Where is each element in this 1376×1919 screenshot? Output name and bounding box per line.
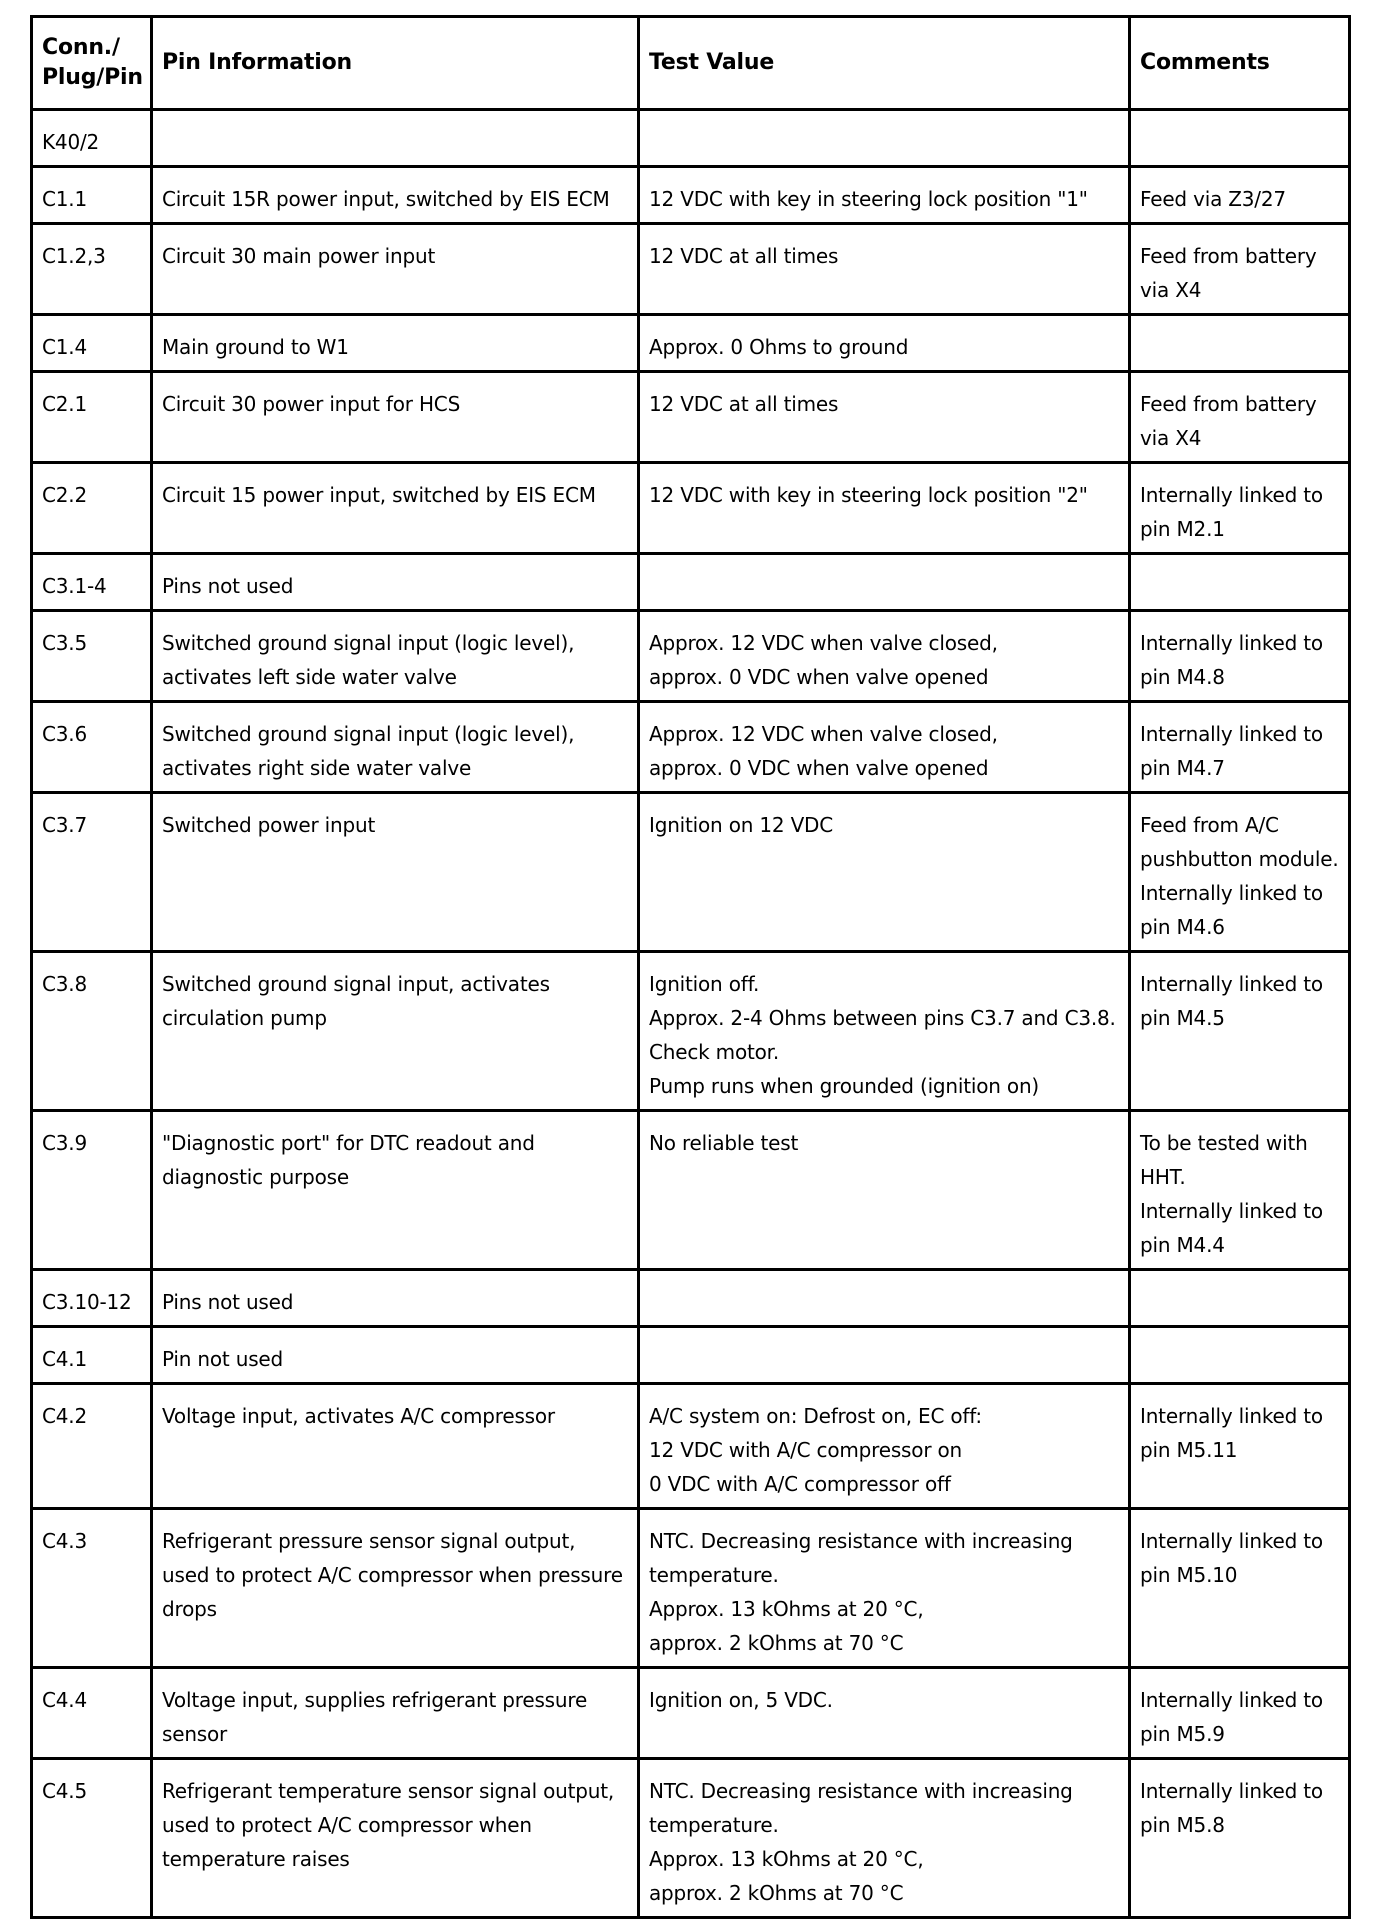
table-row: [32, 1509, 1350, 1668]
table-row: [32, 1111, 1350, 1270]
header-test-value: Test Value: [639, 17, 1130, 110]
table-row: [32, 167, 1350, 224]
cell-pin: C3.6: [32, 702, 152, 793]
cell-test-value-line: 12 VDC with key in steering lock position "1": [649, 187, 1088, 211]
cell-pin-information: [152, 1111, 639, 1270]
cell-test-value: [639, 110, 1130, 167]
cell-pin: C2.2: [32, 463, 152, 554]
cell-comments-line: pushbutton module.: [1140, 847, 1339, 871]
cell-pin: C4.4: [32, 1668, 152, 1759]
cell-pin: C4.3: [32, 1509, 152, 1668]
cell-pin-information-line: diagnostic purpose: [162, 1165, 349, 1189]
cell-pin-information: [152, 1759, 639, 1918]
cell-pin-information-line: sensor: [162, 1722, 228, 1746]
table-row: [32, 1270, 1350, 1327]
cell-pin-information: [152, 463, 639, 554]
table-row: [32, 952, 1350, 1111]
cell-pin: C4.2: [32, 1384, 152, 1509]
cell-comments-line: pin M5.9: [1140, 1722, 1225, 1746]
cell-test-value-line: Pump runs when grounded (ignition on): [649, 1074, 1040, 1098]
cell-comments-line: Internally linked to: [1140, 972, 1323, 996]
cell-comments: [1130, 315, 1350, 372]
cell-test-value-line: A/C system on: Defrost on, EC off:: [649, 1404, 982, 1428]
cell-pin-information: [152, 1509, 639, 1668]
cell-test-value: [639, 1668, 1130, 1759]
cell-comments-line: HHT.: [1140, 1165, 1186, 1189]
table-header-row: [32, 17, 1350, 110]
cell-test-value-line: 12 VDC with A/C compressor on: [649, 1438, 963, 1462]
cell-comments: [1130, 1327, 1350, 1384]
cell-test-value: [639, 952, 1130, 1111]
cell-test-value: [639, 1384, 1130, 1509]
cell-comments-line: Internally linked to: [1140, 1199, 1323, 1223]
cell-test-value: [639, 554, 1130, 611]
cell-test-value-line: 0 VDC with A/C compressor off: [649, 1472, 951, 1496]
cell-pin: C3.5: [32, 611, 152, 702]
cell-test-value-line: Approx. 0 Ohms to ground: [649, 335, 909, 359]
cell-test-value-line: NTC. Decreasing resistance with increasing: [649, 1779, 1073, 1803]
cell-test-value-line: Check motor.: [649, 1040, 780, 1064]
cell-comments-line: pin M2.1: [1140, 517, 1225, 541]
cell-comments-line: To be tested with: [1140, 1131, 1308, 1155]
cell-pin-information-line: Circuit 30 power input for HCS: [162, 392, 461, 416]
cell-comments: [1130, 167, 1350, 224]
cell-pin: C1.2,3: [32, 224, 152, 315]
cell-test-value-line: approx. 0 VDC when valve opened: [649, 665, 989, 689]
table-row: [32, 1668, 1350, 1759]
cell-pin-information-line: Switched power input: [162, 813, 376, 837]
cell-test-value: [639, 463, 1130, 554]
cell-pin-information: [152, 611, 639, 702]
cell-comments-line: Internally linked to: [1140, 1688, 1323, 1712]
table-row: [32, 315, 1350, 372]
cell-comments-line: Internally linked to: [1140, 1779, 1323, 1803]
cell-comments-line: Internally linked to: [1140, 881, 1323, 905]
cell-comments: [1130, 463, 1350, 554]
cell-pin-information-line: Circuit 30 main power input: [162, 244, 436, 268]
cell-test-value: [639, 611, 1130, 702]
cell-pin-information-line: Circuit 15 power input, switched by EIS ECM: [162, 483, 596, 507]
cell-pin-information: [152, 1668, 639, 1759]
cell-test-value-line: approx. 0 VDC when valve opened: [649, 756, 989, 780]
cell-pin-information: [152, 1327, 639, 1384]
cell-test-value: [639, 1509, 1130, 1668]
cell-test-value-line: Ignition on 12 VDC: [649, 813, 834, 837]
cell-test-value: [639, 167, 1130, 224]
cell-pin-information-line: Refrigerant pressure sensor signal output,: [162, 1529, 576, 1553]
cell-pin: C3.8: [32, 952, 152, 1111]
cell-test-value: [639, 793, 1130, 952]
cell-pin-information-line: Voltage input, supplies refrigerant pressure: [162, 1688, 588, 1712]
cell-pin-information-line: Circuit 15R power input, switched by EIS ECM: [162, 187, 610, 211]
header-plugpin-line: Plug/Pin: [42, 65, 143, 90]
cell-comments: [1130, 611, 1350, 702]
cell-test-value-line: Ignition off.: [649, 972, 760, 996]
cell-test-value-line: NTC. Decreasing resistance with increasing: [649, 1529, 1073, 1553]
cell-comments-line: pin M4.7: [1140, 756, 1225, 780]
cell-pin-information-line: "Diagnostic port" for DTC readout and: [162, 1131, 535, 1155]
cell-comments-line: via X4: [1140, 278, 1202, 302]
cell-pin-information-line: Main ground to W1: [162, 335, 349, 359]
cell-test-value-line: approx. 2 kOhms at 70 °C: [649, 1881, 904, 1905]
cell-test-value: [639, 224, 1130, 315]
cell-comments: [1130, 1270, 1350, 1327]
cell-comments-line: pin M4.4: [1140, 1233, 1225, 1257]
cell-comments-line: Internally linked to: [1140, 631, 1323, 655]
cell-comments-line: Feed from battery: [1140, 392, 1317, 416]
header-pin-information: Pin Information: [152, 17, 639, 110]
cell-pin-information-line: used to protect A/C compressor when pressure: [162, 1563, 623, 1587]
cell-pin-information-line: Pin not used: [162, 1347, 284, 1371]
cell-test-value-line: Approx. 13 kOhms at 20 °C,: [649, 1597, 924, 1621]
cell-pin-information-line: Switched ground signal input, activates: [162, 972, 550, 996]
cell-comments: [1130, 702, 1350, 793]
cell-test-value-line: Approx. 12 VDC when valve closed,: [649, 631, 998, 655]
cell-comments: [1130, 1509, 1350, 1668]
cell-comments: [1130, 554, 1350, 611]
cell-comments-line: pin M4.5: [1140, 1006, 1225, 1030]
table-body: [32, 110, 1350, 1918]
cell-comments-line: Internally linked to: [1140, 483, 1323, 507]
cell-test-value: [639, 372, 1130, 463]
cell-pin-information: [152, 554, 639, 611]
cell-pin: K40/2: [32, 110, 152, 167]
cell-pin: C4.5: [32, 1759, 152, 1918]
cell-comments-line: pin M4.6: [1140, 915, 1225, 939]
cell-pin-information: [152, 167, 639, 224]
cell-test-value-line: 12 VDC at all times: [649, 392, 839, 416]
cell-test-value-line: Ignition on, 5 VDC.: [649, 1688, 833, 1712]
cell-comments-line: Feed via Z3/27: [1140, 187, 1286, 211]
cell-comments: [1130, 372, 1350, 463]
cell-pin-information: [152, 224, 639, 315]
cell-pin-information: [152, 372, 639, 463]
cell-comments-line: Internally linked to: [1140, 1404, 1323, 1428]
cell-test-value: [639, 315, 1130, 372]
cell-test-value-line: approx. 2 kOhms at 70 °C: [649, 1631, 904, 1655]
table-row: [32, 110, 1350, 167]
pin-test-table-page: [30, 15, 1348, 1919]
cell-pin: C3.7: [32, 793, 152, 952]
cell-pin-information-line: drops: [162, 1597, 217, 1621]
cell-pin-information-line: activates right side water valve: [162, 756, 472, 780]
header-conn-line: Conn./: [42, 35, 120, 60]
cell-pin-information: [152, 315, 639, 372]
table-row: [32, 463, 1350, 554]
cell-pin-information: [152, 793, 639, 952]
cell-test-value: [639, 702, 1130, 793]
cell-test-value: [639, 1111, 1130, 1270]
cell-pin-information: [152, 702, 639, 793]
cell-comments-line: pin M4.8: [1140, 665, 1225, 689]
cell-pin: C3.10-12: [32, 1270, 152, 1327]
header-comments: Comments: [1130, 17, 1350, 110]
cell-test-value: [639, 1759, 1130, 1918]
cell-pin: C3.9: [32, 1111, 152, 1270]
cell-pin: C4.1: [32, 1327, 152, 1384]
cell-test-value-line: 12 VDC with key in steering lock position "2": [649, 483, 1088, 507]
cell-comments: [1130, 110, 1350, 167]
cell-comments-line: Internally linked to: [1140, 1529, 1323, 1553]
cell-pin-information-line: Pins not used: [162, 1290, 294, 1314]
cell-pin-information-line: Voltage input, activates A/C compressor: [162, 1404, 555, 1428]
cell-pin-information-line: Refrigerant temperature sensor signal output,: [162, 1779, 615, 1803]
cell-pin-information-line: circulation pump: [162, 1006, 327, 1030]
cell-pin-information-line: Switched ground signal input (logic level),: [162, 722, 575, 746]
cell-pin-information-line: temperature raises: [162, 1847, 350, 1871]
cell-comments: [1130, 224, 1350, 315]
table-row: [32, 372, 1350, 463]
table-row: [32, 611, 1350, 702]
table-row: [32, 554, 1350, 611]
table-row: [32, 224, 1350, 315]
cell-comments: [1130, 1111, 1350, 1270]
table-row: [32, 1327, 1350, 1384]
header-conn-plug-pin: [32, 17, 152, 110]
cell-pin-information: [152, 952, 639, 1111]
cell-comments: [1130, 793, 1350, 952]
cell-comments-line: pin M5.8: [1140, 1813, 1225, 1837]
cell-comments-line: pin M5.11: [1140, 1438, 1238, 1462]
cell-pin-information: [152, 1384, 639, 1509]
cell-comments: [1130, 952, 1350, 1111]
cell-comments: [1130, 1759, 1350, 1918]
cell-comments-line: via X4: [1140, 426, 1202, 450]
cell-comments-line: Internally linked to: [1140, 722, 1323, 746]
cell-test-value-line: Approx. 13 kOhms at 20 °C,: [649, 1847, 924, 1871]
cell-pin-information-line: used to protect A/C compressor when: [162, 1813, 532, 1837]
cell-pin-information-line: activates left side water valve: [162, 665, 457, 689]
cell-pin-information: [152, 1270, 639, 1327]
table-row: [32, 793, 1350, 952]
cell-comments: [1130, 1384, 1350, 1509]
cell-pin: C3.1-4: [32, 554, 152, 611]
table-row: [32, 1759, 1350, 1918]
cell-comments-line: Feed from battery: [1140, 244, 1317, 268]
cell-test-value: [639, 1270, 1130, 1327]
cell-pin: C1.4: [32, 315, 152, 372]
cell-test-value-line: temperature.: [649, 1813, 779, 1837]
cell-comments-line: Feed from A/C: [1140, 813, 1279, 837]
cell-comments-line: pin M5.10: [1140, 1563, 1238, 1587]
cell-test-value-line: temperature.: [649, 1563, 779, 1587]
cell-test-value-line: No reliable test: [649, 1131, 799, 1155]
cell-test-value: [639, 1327, 1130, 1384]
cell-pin-information-line: Switched ground signal input (logic level),: [162, 631, 575, 655]
cell-pin: C1.1: [32, 167, 152, 224]
table-row: [32, 702, 1350, 793]
cell-comments: [1130, 1668, 1350, 1759]
cell-test-value-line: 12 VDC at all times: [649, 244, 839, 268]
cell-test-value-line: Approx. 2-4 Ohms between pins C3.7 and C3.8.: [649, 1006, 1116, 1030]
pin-test-table: [30, 15, 1351, 1919]
cell-pin: C2.1: [32, 372, 152, 463]
cell-test-value-line: Approx. 12 VDC when valve closed,: [649, 722, 998, 746]
cell-pin-information-line: Pins not used: [162, 574, 294, 598]
cell-pin-information: [152, 110, 639, 167]
table-row: [32, 1384, 1350, 1509]
